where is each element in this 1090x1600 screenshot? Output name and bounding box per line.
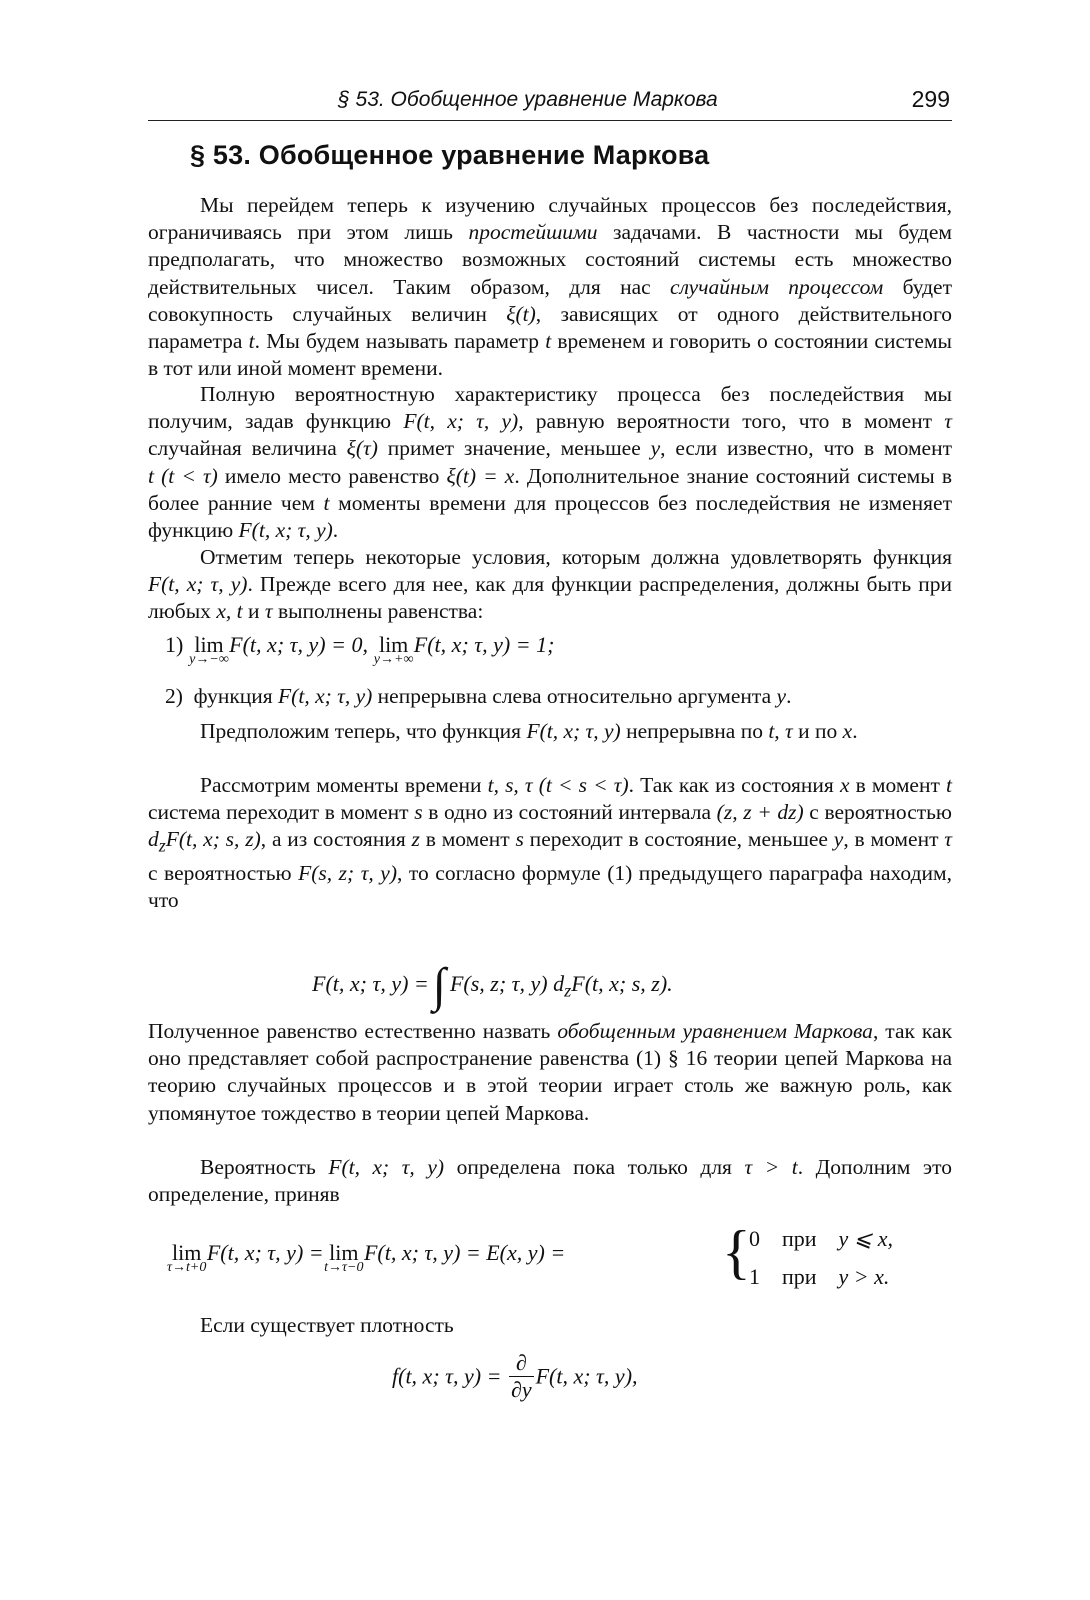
paragraph-5: Рассмотрим моменты времени t, s, τ (t < s < τ). Так как из состояния x в момент t система переходит в момент s в одно из состояний интервала (z, z + dz) с вероятностью $d_zF(t$, x; s, z), а из состояния z в момент s переходит в состояние, меньшее y, в момент τ с вероятностью F(s, z; τ, y), то согласно формуле (1) предыдущего параграфа находим, что <box>148 773 952 913</box>
running-title: § 53. Обобщенное уравнение Маркова <box>338 88 718 111</box>
lim-operator: lim t→τ−0 <box>324 1240 364 1275</box>
lim-operator: lim τ→t+0 <box>166 1240 207 1275</box>
paragraph-7: Вероятность F(t, x; τ, y) определена пока только для τ > t. Дополним это определение, приняв <box>148 1155 952 1207</box>
paragraph-6: Полученное равенство естественно назвать обобщенным уравнением Маркова, так как оно представляет собой распространение равенства (1) § 16 теории цепей Маркова на теорию случайных процессов и в этой теории играет столь же важную роль, как упомянутое тождество в теории цепей Маркова. <box>148 1019 953 1125</box>
paragraph-4: Предположим теперь, что функция F(t, x; τ, y) непрерывна по t, τ и по x. <box>200 719 858 743</box>
lim-operator: lim y→−∞ <box>189 632 229 667</box>
partial-derivative-fraction: $\frac{\partial}{\partial y}$ <box>510 1350 532 1402</box>
integral-sign: ∫ <box>432 959 446 1012</box>
left-brace: { <box>722 1219 751 1285</box>
case-2: 1 при y > x. <box>749 1264 890 1289</box>
paragraph-1: Мы перейдем теперь к изучению случайных процессов без последействия, ограничиваясь при этом лишь простейшими задачами. В частности мы будем предполагать, что множество возможных состояний системы есть множество действительных чисел. Таким образом, для нас случайным процессом будет совокупность случайных величин ξ(t), зависящих от одного действительного параметра t. Мы будем называть параметр t временем и говорить о состоянии системы в тот или иной момент времени. <box>148 193 953 381</box>
lim-operator: lim y→+∞ <box>373 632 414 667</box>
section-title: § 53. Обобщенное уравнение Маркова <box>190 140 710 170</box>
condition-2: 2) функция F(t, x; τ, y) непрерывна слева относительно аргумента y. <box>165 684 792 708</box>
page-number: 299 <box>911 86 950 112</box>
running-header <box>148 86 952 121</box>
paragraph-2: Полную вероятностную характеристику процесса без последействия мы получим, задав функцию F(t, x; τ, y), равную вероятности того, что в момент τ случайная величина ξ(τ) примет значение, меньшее y, если известно, что в момент t (t < τ) имело место равенство ξ(t) = x. Дополнительное знание состояний системы в более ранние чем t моменты времени для процессов без последействия не изменяет функцию F(t, x; τ, y). <box>148 382 952 543</box>
limit-definition-equation: lim τ→t+0 F(t, x; τ, y) = lim t→τ−0 F(t, x; τ, y) = E(x, y) = { 0 при y ⩽ x, 1 при y > x. <box>166 1219 894 1289</box>
paragraph-8: Если существует плотность <box>200 1313 454 1337</box>
case-1: 0 при y ⩽ x, <box>749 1226 894 1251</box>
paragraph-3: Отметим теперь некоторые условия, которым должна удовлетворять функция F(t, x; τ, y). Прежде всего для нее, как для функции распределения, должны быть при любых x, t и τ выполнены равенства: <box>148 545 952 624</box>
density-equation: f(t, x; τ, y) = $\frac{\partial}{\partial y}$ F(t, x; τ, y), <box>392 1350 638 1402</box>
markov-equation: F(t, x; τ, y) =∫ F(s, z; τ, y) $d_zF(t$, x; s, z). <box>312 959 673 1012</box>
condition-1: 1) lim y→−∞ F(t, x; τ, y) = 0, lim y→+∞ F(t, x; τ, y) = 1; <box>165 632 555 667</box>
